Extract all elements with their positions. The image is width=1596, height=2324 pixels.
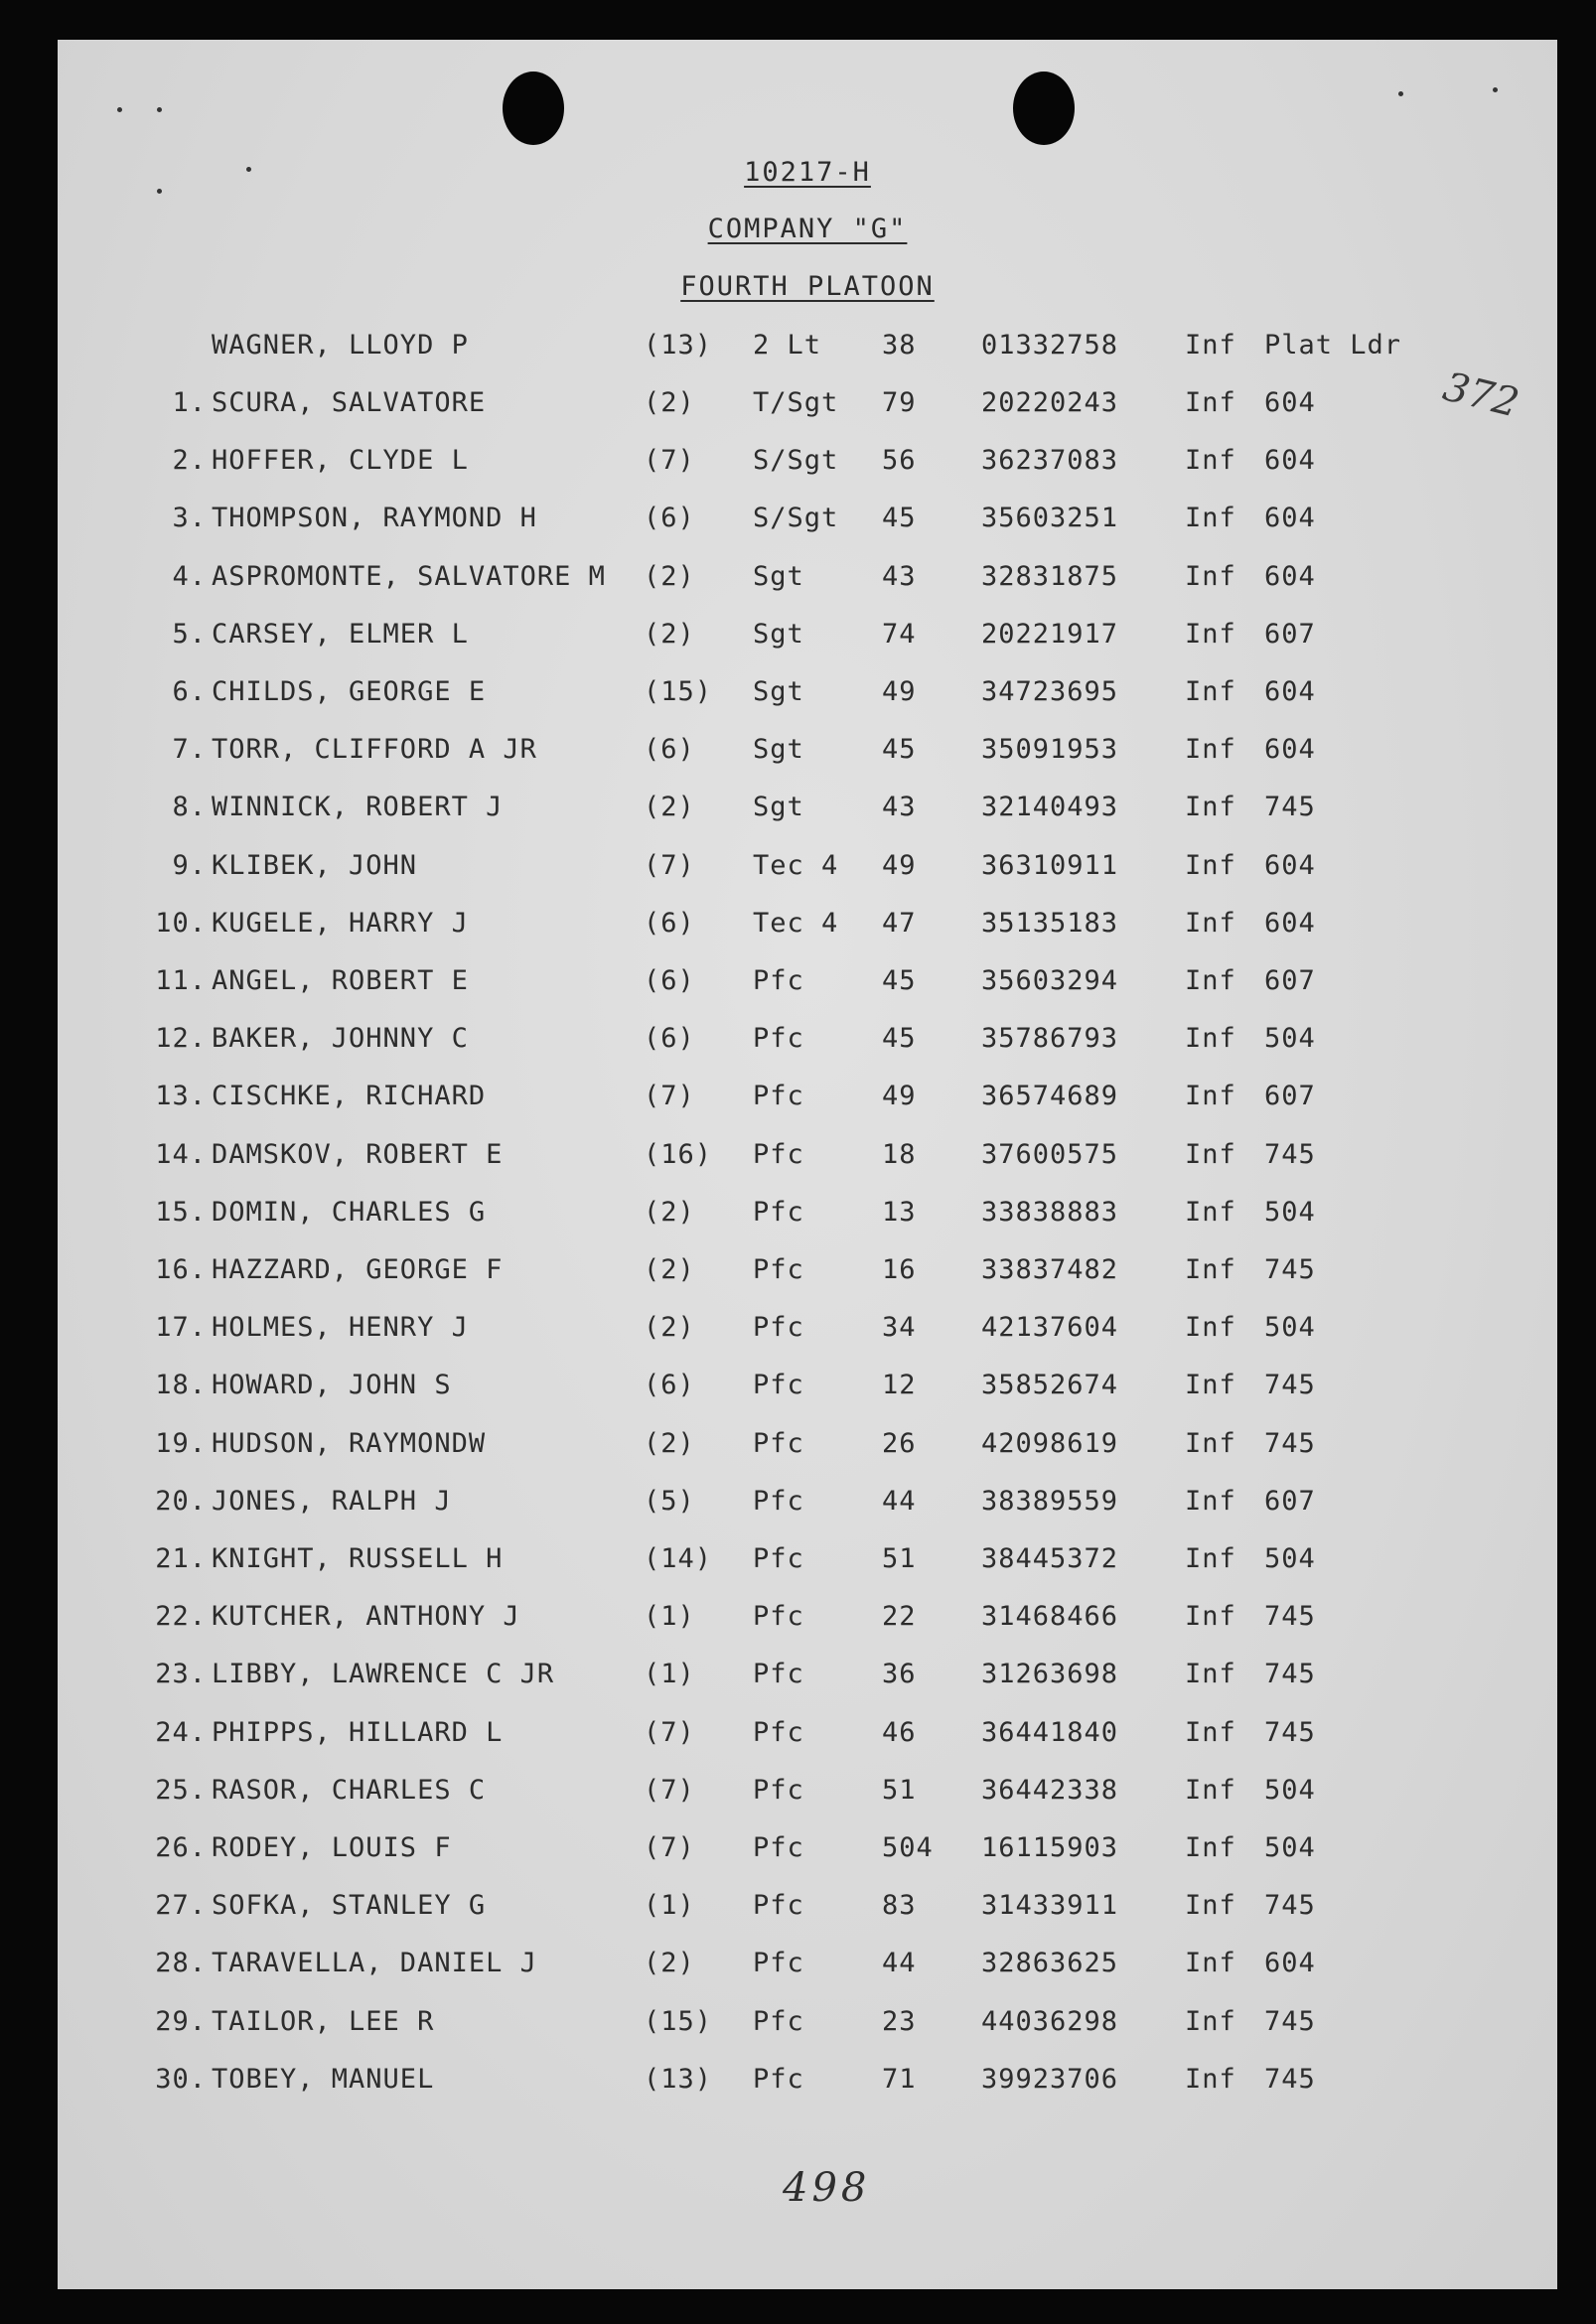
assignment: 607 (1264, 1081, 1316, 1111)
soldier-name: SOFKA, STANLEY G (212, 1890, 487, 1921)
serial-number: 20221917 (981, 619, 1119, 650)
roster-row (58, 1370, 1557, 1419)
soldier-name: TARAVELLA, DANIEL J (212, 1948, 537, 1978)
arm: Inf (1185, 1601, 1236, 1632)
age: 23 (882, 2006, 917, 2037)
age: 44 (882, 1948, 917, 1978)
soldier-name: RASOR, CHARLES C (212, 1775, 487, 1806)
rank: Pfc (753, 2006, 804, 2037)
row-number: 10. (155, 908, 207, 939)
arm: Inf (1185, 734, 1236, 765)
age: 16 (882, 1254, 917, 1285)
assignment: 604 (1264, 445, 1316, 476)
code: (16) (644, 1139, 713, 1170)
rank: Sgt (753, 561, 804, 592)
row-number: 29. (155, 2006, 207, 2037)
serial-number: 36441840 (981, 1717, 1119, 1748)
arm: Inf (1185, 1428, 1236, 1459)
code: (2) (644, 1197, 695, 1228)
roster-row (58, 1890, 1557, 1940)
soldier-name: CHILDS, GEORGE E (212, 676, 487, 707)
assignment: 745 (1264, 1890, 1316, 1921)
code: (2) (644, 387, 695, 418)
row-number: 14. (155, 1139, 207, 1170)
platoon-heading: FOURTH PLATOON (680, 271, 935, 302)
soldier-name: ASPROMONTE, SALVATORE M (212, 561, 606, 592)
rank: Pfc (753, 1081, 804, 1111)
rank: Pfc (753, 1486, 804, 1517)
file-number-heading: 10217-H (744, 157, 871, 188)
rank: Pfc (753, 1775, 804, 1806)
arm: Inf (1185, 1832, 1236, 1863)
roster-row (58, 2006, 1557, 2056)
arm: Inf (1185, 330, 1236, 361)
row-number: 17. (155, 1312, 207, 1343)
roster-row (58, 561, 1557, 611)
row-number: 12. (155, 1023, 207, 1054)
roster-row (58, 387, 1557, 437)
row-number: 25. (155, 1775, 207, 1806)
assignment: 607 (1264, 619, 1316, 650)
code: (7) (644, 1081, 695, 1111)
page-number: 498 (783, 2165, 871, 2211)
rank: 2 Lt (753, 330, 822, 361)
arm: Inf (1185, 2006, 1236, 2037)
roster-row (58, 445, 1557, 495)
code: (7) (644, 1775, 695, 1806)
rank: Sgt (753, 676, 804, 707)
rank: Pfc (753, 1717, 804, 1748)
roster-row (58, 1659, 1557, 1708)
roster-row (58, 965, 1557, 1015)
arm: Inf (1185, 445, 1236, 476)
age: 12 (882, 1370, 917, 1400)
soldier-name: BAKER, JOHNNY C (212, 1023, 469, 1054)
serial-number: 36310911 (981, 850, 1119, 881)
soldier-name: KUTCHER, ANTHONY J (212, 1601, 520, 1632)
row-number: 18. (155, 1370, 207, 1400)
speck (1398, 91, 1403, 96)
code: (13) (644, 2064, 713, 2095)
speck (117, 107, 122, 112)
serial-number: 36574689 (981, 1081, 1119, 1111)
code: (2) (644, 1254, 695, 1285)
code: (15) (644, 676, 713, 707)
rank: Tec 4 (753, 850, 839, 881)
row-number: 24. (155, 1717, 207, 1748)
age: 51 (882, 1543, 917, 1574)
age: 504 (882, 1832, 934, 1863)
assignment: 604 (1264, 850, 1316, 881)
punch-hole-right (1013, 72, 1075, 145)
serial-number: 01332758 (981, 330, 1119, 361)
speck (157, 189, 162, 194)
rank: S/Sgt (753, 503, 839, 533)
code: (6) (644, 503, 695, 533)
arm: Inf (1185, 1543, 1236, 1574)
row-number: 9. (172, 850, 207, 881)
serial-number: 31468466 (981, 1601, 1119, 1632)
arm: Inf (1185, 1197, 1236, 1228)
roster-row (58, 1023, 1557, 1073)
roster-row (58, 1543, 1557, 1593)
serial-number: 35603294 (981, 965, 1119, 996)
assignment: 604 (1264, 561, 1316, 592)
assignment: 504 (1264, 1023, 1316, 1054)
age: 49 (882, 676, 917, 707)
roster-row (58, 1601, 1557, 1651)
soldier-name: WINNICK, ROBERT J (212, 792, 504, 822)
serial-number: 35603251 (981, 503, 1119, 533)
rank: Pfc (753, 1370, 804, 1400)
serial-number: 38389559 (981, 1486, 1119, 1517)
row-number: 30. (155, 2064, 207, 2095)
arm: Inf (1185, 1023, 1236, 1054)
serial-number: 33837482 (981, 1254, 1119, 1285)
arm: Inf (1185, 619, 1236, 650)
assignment: 504 (1264, 1775, 1316, 1806)
roster-row (58, 908, 1557, 957)
rank: Pfc (753, 1139, 804, 1170)
age: 44 (882, 1486, 917, 1517)
soldier-name: JONES, RALPH J (212, 1486, 452, 1517)
code: (2) (644, 1312, 695, 1343)
code: (6) (644, 734, 695, 765)
arm: Inf (1185, 1717, 1236, 1748)
arm: Inf (1185, 1139, 1236, 1170)
rank: Pfc (753, 1832, 804, 1863)
arm: Inf (1185, 792, 1236, 822)
arm: Inf (1185, 850, 1236, 881)
roster-row (58, 850, 1557, 900)
rank: Tec 4 (753, 908, 839, 939)
code: (7) (644, 850, 695, 881)
soldier-name: TORR, CLIFFORD A JR (212, 734, 537, 765)
company-heading: COMPANY "G" (707, 214, 908, 244)
assignment: 745 (1264, 1717, 1316, 1748)
serial-number: 34723695 (981, 676, 1119, 707)
age: 83 (882, 1890, 917, 1921)
arm: Inf (1185, 1370, 1236, 1400)
age: 45 (882, 734, 917, 765)
row-number: 1. (172, 387, 207, 418)
age: 74 (882, 619, 917, 650)
code: (14) (644, 1543, 713, 1574)
age: 13 (882, 1197, 917, 1228)
arm: Inf (1185, 676, 1236, 707)
roster-row (58, 734, 1557, 784)
roster-row (58, 676, 1557, 726)
assignment: 604 (1264, 908, 1316, 939)
assignment: 607 (1264, 1486, 1316, 1517)
leader-row (58, 330, 1557, 379)
speck (157, 107, 162, 112)
age: 43 (882, 561, 917, 592)
soldier-name: DOMIN, CHARLES G (212, 1197, 487, 1228)
soldier-name: HUDSON, RAYMONDW (212, 1428, 487, 1459)
rank: Pfc (753, 1254, 804, 1285)
code: (6) (644, 965, 695, 996)
row-number: 20. (155, 1486, 207, 1517)
roster-row (58, 2064, 1557, 2113)
assignment: 604 (1264, 734, 1316, 765)
age: 71 (882, 2064, 917, 2095)
age: 38 (882, 330, 917, 361)
rank: Pfc (753, 1197, 804, 1228)
code: (1) (644, 1659, 695, 1689)
age: 49 (882, 850, 917, 881)
folio-mark: 372 (1438, 363, 1523, 427)
soldier-name: TOBEY, MANUEL (212, 2064, 435, 2095)
assignment: 604 (1264, 1948, 1316, 1978)
serial-number: 16115903 (981, 1832, 1119, 1863)
row-number: 13. (155, 1081, 207, 1111)
arm: Inf (1185, 387, 1236, 418)
rank: Pfc (753, 1428, 804, 1459)
arm: Inf (1185, 1890, 1236, 1921)
code: (6) (644, 908, 695, 939)
arm: Inf (1185, 1948, 1236, 1978)
soldier-name: HOLMES, HENRY J (212, 1312, 469, 1343)
arm: Inf (1185, 1775, 1236, 1806)
rank: Sgt (753, 792, 804, 822)
code: (7) (644, 1832, 695, 1863)
soldier-name: KNIGHT, RUSSELL H (212, 1543, 504, 1574)
rank: Sgt (753, 734, 804, 765)
roster-row (58, 503, 1557, 552)
row-number: 16. (155, 1254, 207, 1285)
soldier-name: CISCHKE, RICHARD (212, 1081, 487, 1111)
rank: Pfc (753, 1601, 804, 1632)
soldier-name: HOWARD, JOHN S (212, 1370, 452, 1400)
soldier-name: DAMSKOV, ROBERT E (212, 1139, 504, 1170)
assignment: 504 (1264, 1543, 1316, 1574)
soldier-name: RODEY, LOUIS F (212, 1832, 452, 1863)
assignment: 604 (1264, 387, 1316, 418)
serial-number: 39923706 (981, 2064, 1119, 2095)
row-number: 4. (172, 561, 207, 592)
serial-number: 36237083 (981, 445, 1119, 476)
arm: Inf (1185, 503, 1236, 533)
code: (2) (644, 792, 695, 822)
assignment: 504 (1264, 1312, 1316, 1343)
code: (15) (644, 2006, 713, 2037)
serial-number: 38445372 (981, 1543, 1119, 1574)
age: 26 (882, 1428, 917, 1459)
rank: Pfc (753, 1948, 804, 1978)
soldier-name: THOMPSON, RAYMOND H (212, 503, 537, 533)
arm: Inf (1185, 965, 1236, 996)
assignment: 745 (1264, 792, 1316, 822)
rank: Sgt (753, 619, 804, 650)
arm: Inf (1185, 1659, 1236, 1689)
arm: Inf (1185, 561, 1236, 592)
serial-number: 32140493 (981, 792, 1119, 822)
roster-row (58, 1948, 1557, 1997)
roster-row (58, 1775, 1557, 1824)
roster-row (58, 1254, 1557, 1304)
row-number: 2. (172, 445, 207, 476)
age: 46 (882, 1717, 917, 1748)
age: 45 (882, 503, 917, 533)
roster-row (58, 792, 1557, 841)
serial-number: 35852674 (981, 1370, 1119, 1400)
age: 45 (882, 1023, 917, 1054)
roster-row (58, 1486, 1557, 1535)
code: (1) (644, 1601, 695, 1632)
age: 56 (882, 445, 917, 476)
rank: Pfc (753, 1543, 804, 1574)
serial-number: 35135183 (981, 908, 1119, 939)
roster-row (58, 1832, 1557, 1882)
soldier-name: TAILOR, LEE R (212, 2006, 435, 2037)
age: 43 (882, 792, 917, 822)
serial-number: 42137604 (981, 1312, 1119, 1343)
row-number: 11. (155, 965, 207, 996)
serial-number: 32831875 (981, 561, 1119, 592)
roster-row (58, 1081, 1557, 1130)
row-number: 27. (155, 1890, 207, 1921)
rank: Pfc (753, 1890, 804, 1921)
soldier-name: LIBBY, LAWRENCE C JR (212, 1659, 555, 1689)
age: 49 (882, 1081, 917, 1111)
serial-number: 32863625 (981, 1948, 1119, 1978)
assignment: 604 (1264, 503, 1316, 533)
serial-number: 31433911 (981, 1890, 1119, 1921)
row-number: 15. (155, 1197, 207, 1228)
roster-row (58, 1717, 1557, 1767)
code: (7) (644, 445, 695, 476)
code: (6) (644, 1023, 695, 1054)
assignment: 745 (1264, 1601, 1316, 1632)
rank: Pfc (753, 965, 804, 996)
age: 79 (882, 387, 917, 418)
row-number: 26. (155, 1832, 207, 1863)
rank: Pfc (753, 1023, 804, 1054)
roster-row (58, 1428, 1557, 1478)
speck (1493, 87, 1498, 92)
assignment: 745 (1264, 1428, 1316, 1459)
row-number: 8. (172, 792, 207, 822)
assignment: 745 (1264, 2006, 1316, 2037)
assignment: 745 (1264, 1659, 1316, 1689)
roster-row (58, 1197, 1557, 1246)
serial-number: 35091953 (981, 734, 1119, 765)
rank: Pfc (753, 1659, 804, 1689)
arm: Inf (1185, 1254, 1236, 1285)
serial-number: 20220243 (981, 387, 1119, 418)
rank: S/Sgt (753, 445, 839, 476)
row-number: 23. (155, 1659, 207, 1689)
code: (7) (644, 1717, 695, 1748)
soldier-name: WAGNER, LLOYD P (212, 330, 469, 361)
row-number: 6. (172, 676, 207, 707)
age: 36 (882, 1659, 917, 1689)
serial-number: 36442338 (981, 1775, 1119, 1806)
age: 34 (882, 1312, 917, 1343)
soldier-name: KLIBEK, JOHN (212, 850, 418, 881)
document-page (58, 40, 1557, 2289)
arm: Inf (1185, 908, 1236, 939)
soldier-name: SCURA, SALVATORE (212, 387, 487, 418)
serial-number: 42098619 (981, 1428, 1119, 1459)
assignment: 745 (1264, 2064, 1316, 2095)
soldier-name: HAZZARD, GEORGE F (212, 1254, 504, 1285)
rank: Pfc (753, 2064, 804, 2095)
serial-number: 33838883 (981, 1197, 1119, 1228)
assignment: 504 (1264, 1832, 1316, 1863)
code: (2) (644, 1948, 695, 1978)
assignment: 745 (1264, 1139, 1316, 1170)
roster-row (58, 619, 1557, 668)
age: 47 (882, 908, 917, 939)
punch-hole-left (503, 72, 564, 145)
code: (2) (644, 619, 695, 650)
age: 22 (882, 1601, 917, 1632)
assignment: Plat Ldr (1264, 330, 1402, 361)
assignment: 604 (1264, 676, 1316, 707)
row-number: 7. (172, 734, 207, 765)
assignment: 745 (1264, 1370, 1316, 1400)
row-number: 19. (155, 1428, 207, 1459)
arm: Inf (1185, 1486, 1236, 1517)
serial-number: 35786793 (981, 1023, 1119, 1054)
roster-row (58, 1139, 1557, 1189)
soldier-name: HOFFER, CLYDE L (212, 445, 469, 476)
roster-row (58, 1312, 1557, 1362)
age: 51 (882, 1775, 917, 1806)
serial-number: 44036298 (981, 2006, 1119, 2037)
soldier-name: KUGELE, HARRY J (212, 908, 469, 939)
soldier-name: CARSEY, ELMER L (212, 619, 469, 650)
rank: T/Sgt (753, 387, 839, 418)
arm: Inf (1185, 2064, 1236, 2095)
row-number: 3. (172, 503, 207, 533)
arm: Inf (1185, 1312, 1236, 1343)
age: 45 (882, 965, 917, 996)
code: (13) (644, 330, 713, 361)
code: (2) (644, 1428, 695, 1459)
assignment: 607 (1264, 965, 1316, 996)
row-number: 21. (155, 1543, 207, 1574)
serial-number: 31263698 (981, 1659, 1119, 1689)
rank: Pfc (753, 1312, 804, 1343)
code: (6) (644, 1370, 695, 1400)
age: 18 (882, 1139, 917, 1170)
row-number: 22. (155, 1601, 207, 1632)
arm: Inf (1185, 1081, 1236, 1111)
code: (2) (644, 561, 695, 592)
row-number: 28. (155, 1948, 207, 1978)
soldier-name: PHIPPS, HILLARD L (212, 1717, 504, 1748)
code: (1) (644, 1890, 695, 1921)
assignment: 745 (1264, 1254, 1316, 1285)
serial-number: 37600575 (981, 1139, 1119, 1170)
soldier-name: ANGEL, ROBERT E (212, 965, 469, 996)
code: (5) (644, 1486, 695, 1517)
assignment: 504 (1264, 1197, 1316, 1228)
row-number: 5. (172, 619, 207, 650)
